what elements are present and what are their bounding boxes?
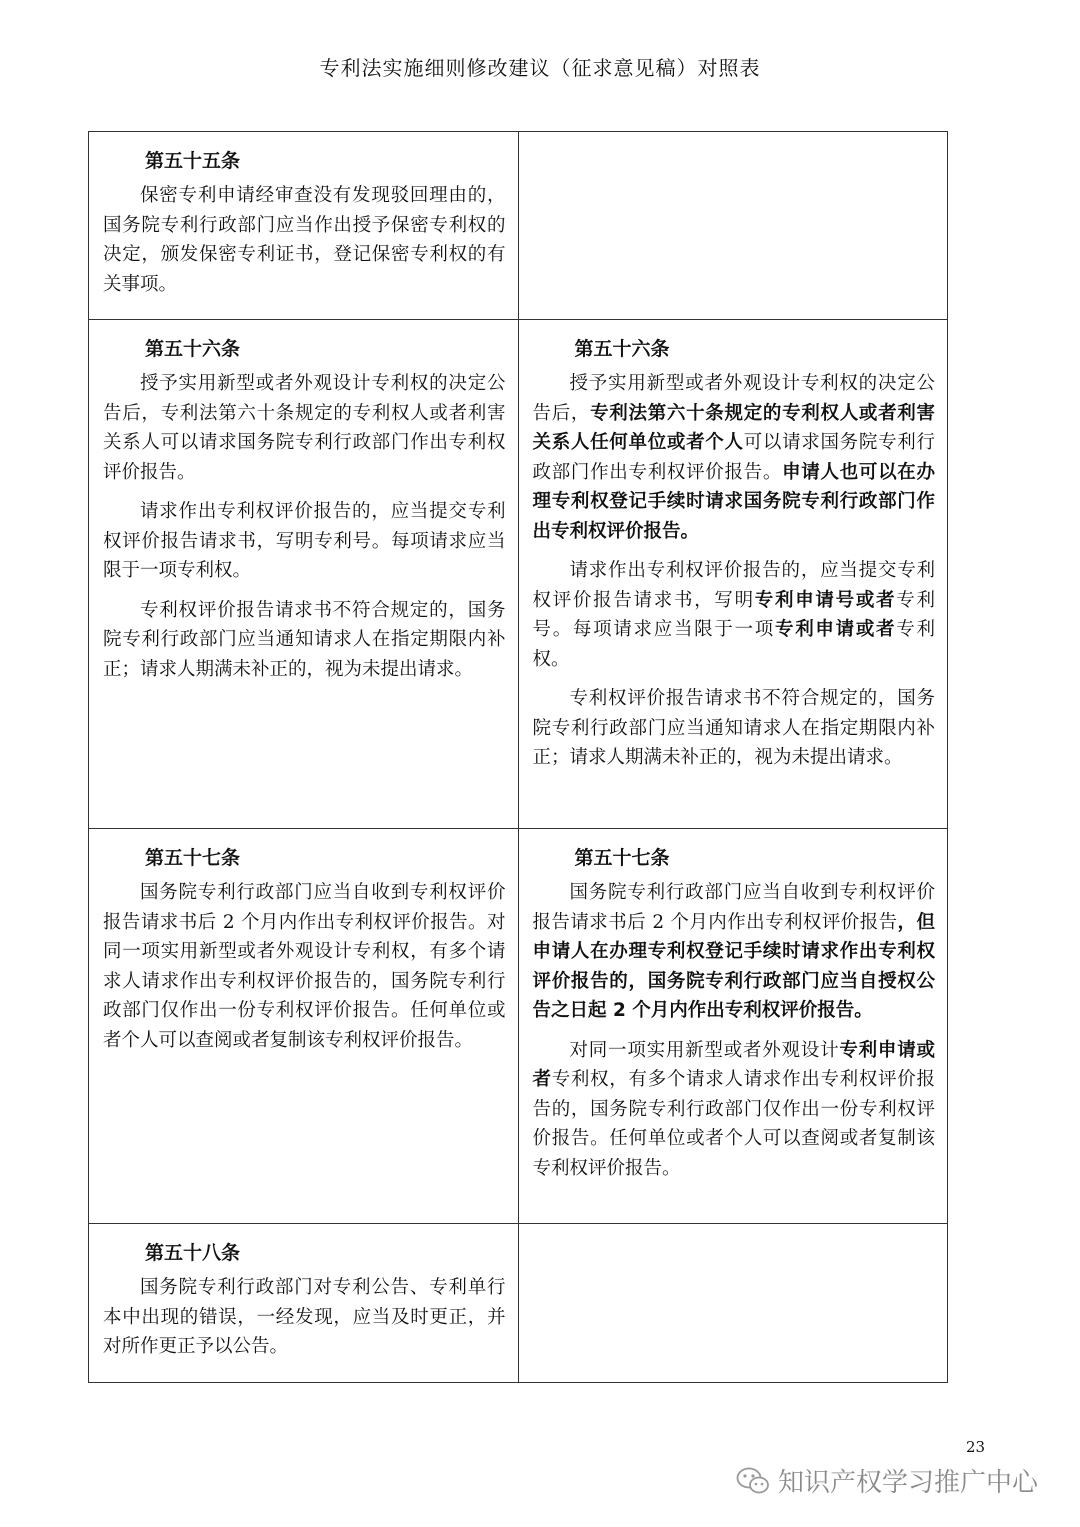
revised-text: 申请人也可以在办理专利权登记手续时请求国务院专利行政部门作出专利权评价报告。: [532, 461, 935, 542]
revised-cell: [518, 132, 948, 320]
revised-text: ，但申请人在办理专利权登记手续时请求作出专利权评价报告的，国务院专利行政部门应当自授权公告之日起 2 个月内作出专利权评价报告。: [532, 911, 935, 1021]
revised-cell: [518, 829, 948, 1224]
paragraph-text: 专利权评价报告请求书不符合规定的，国务院专利行政部门应当通知请求人在指定期限内补正；请求人期满未补正的，视为未提出请求。: [532, 688, 935, 768]
paragraph-text: 专利权评价报告请求书不符合规定的，国务院专利行政部门应当通知请求人在指定期限内补正；请求人期满未补正的，视为未提出请求。: [103, 599, 506, 680]
paragraph-text: 请求作出专利权评价报告的，应当提交专利权评价报告请求书，写明专利号。每项请求应当限于一项专利权。: [103, 501, 506, 581]
article-paragraph: [533, 684, 936, 773]
article-paragraph: [533, 1036, 936, 1184]
paragraph-text: 请求作出专利权评价报告的，应当提交专利权评价报告请求书，写明: [532, 560, 935, 611]
article-paragraph: [103, 596, 506, 685]
paragraph-text: 国务院专利行政部门应当自收到专利权评价报告请求书后 2 个月内作出专利权评价报告: [532, 882, 935, 933]
article-paragraph: [103, 1273, 506, 1362]
paragraph-text: 保密专利申请经审查没有发现驳回理由的，国务院专利行政部门应当作出授予保密专利权的决定，颁发保密专利证书，登记保密专利权的有关事项。: [103, 185, 506, 295]
paragraph-text: 专利号。每项请求应当限于一项: [532, 589, 935, 640]
article-title: 第五十七条: [145, 847, 241, 869]
revised-text: 专利申请或者: [532, 1039, 935, 1090]
paragraph-text: 对同一项实用新型或者外观设计: [569, 1039, 840, 1061]
page-number: 23: [966, 1438, 986, 1456]
revised-cell: [518, 1224, 948, 1383]
article-title: 第五十七条: [574, 847, 670, 869]
article-title: 第五十五条: [145, 150, 241, 172]
paragraph-text: 专利权，有多个请求人请求作出专利权评价报告的，国务院专利行政部门仅作出一份专利权评价报告。任何单位或者个人可以查阅或者复制该专利权评价报告。: [532, 1069, 935, 1179]
table-row: [89, 829, 948, 1224]
revised-text: 专利法第六十条规定的专利权人或者利害关系人任何单位或者个人: [532, 402, 935, 453]
paragraph-text: 专利权。: [532, 619, 935, 670]
article-paragraph: [533, 556, 936, 674]
wechat-icon: [736, 1466, 770, 1496]
original-cell: [89, 829, 519, 1224]
page-title: 专利法实施细则修改建议（征求意见稿）对照表: [319, 56, 761, 80]
article-paragraph: [533, 878, 936, 1026]
paragraph-text: 授予实用新型或者外观设计专利权的决定公告后，专利法第六十条规定的专利权人或者利害关系人可以请求国务院专利行政部门作出专利权评价报告。: [103, 373, 506, 483]
article-title: 第五十八条: [145, 1242, 241, 1264]
article-paragraph: [103, 181, 506, 299]
paragraph-text: 国务院专利行政部门应当自收到专利权评价报告请求书后 2 个月内作出专利权评价报告。对同一项实用新型或者外观设计专利权，有多个请求人请求作出专利权评价报告的，国务院专利行政部门仅作出一份专利权评价报告。任何单位或者个人可以查阅或者复制该专利权评价报告。: [103, 882, 506, 1051]
revised-text: 专利申请或者: [775, 619, 897, 640]
article-paragraph: [533, 369, 936, 546]
table-row: [89, 1224, 948, 1383]
watermark-text: 知识产权学习推广中心: [778, 1468, 1039, 1498]
table-row: [89, 132, 948, 320]
watermark: [736, 1462, 1038, 1499]
original-cell: [89, 132, 519, 320]
revised-text: 专利申请号或者: [754, 589, 897, 611]
original-cell: [89, 320, 519, 829]
paragraph-text: 授予实用新型或者外观设计专利权的决定公告后，: [532, 373, 935, 424]
original-cell: [89, 1224, 519, 1383]
article-paragraph: [103, 497, 506, 586]
paragraph-text: 可以请求国务院专利行政部门作出专利权评价报告。: [532, 432, 935, 483]
article-title: 第五十六条: [145, 338, 241, 360]
article-title: 第五十六条: [574, 338, 670, 360]
paragraph-text: 国务院专利行政部门对专利公告、专利单行本中出现的错误，一经发现，应当及时更正，并对所作更正予以公告。: [103, 1277, 506, 1357]
article-paragraph: [103, 369, 506, 487]
revised-cell: [518, 320, 948, 829]
table-row: [89, 320, 948, 829]
comparison-table: [88, 131, 948, 1383]
article-paragraph: [103, 878, 506, 1055]
